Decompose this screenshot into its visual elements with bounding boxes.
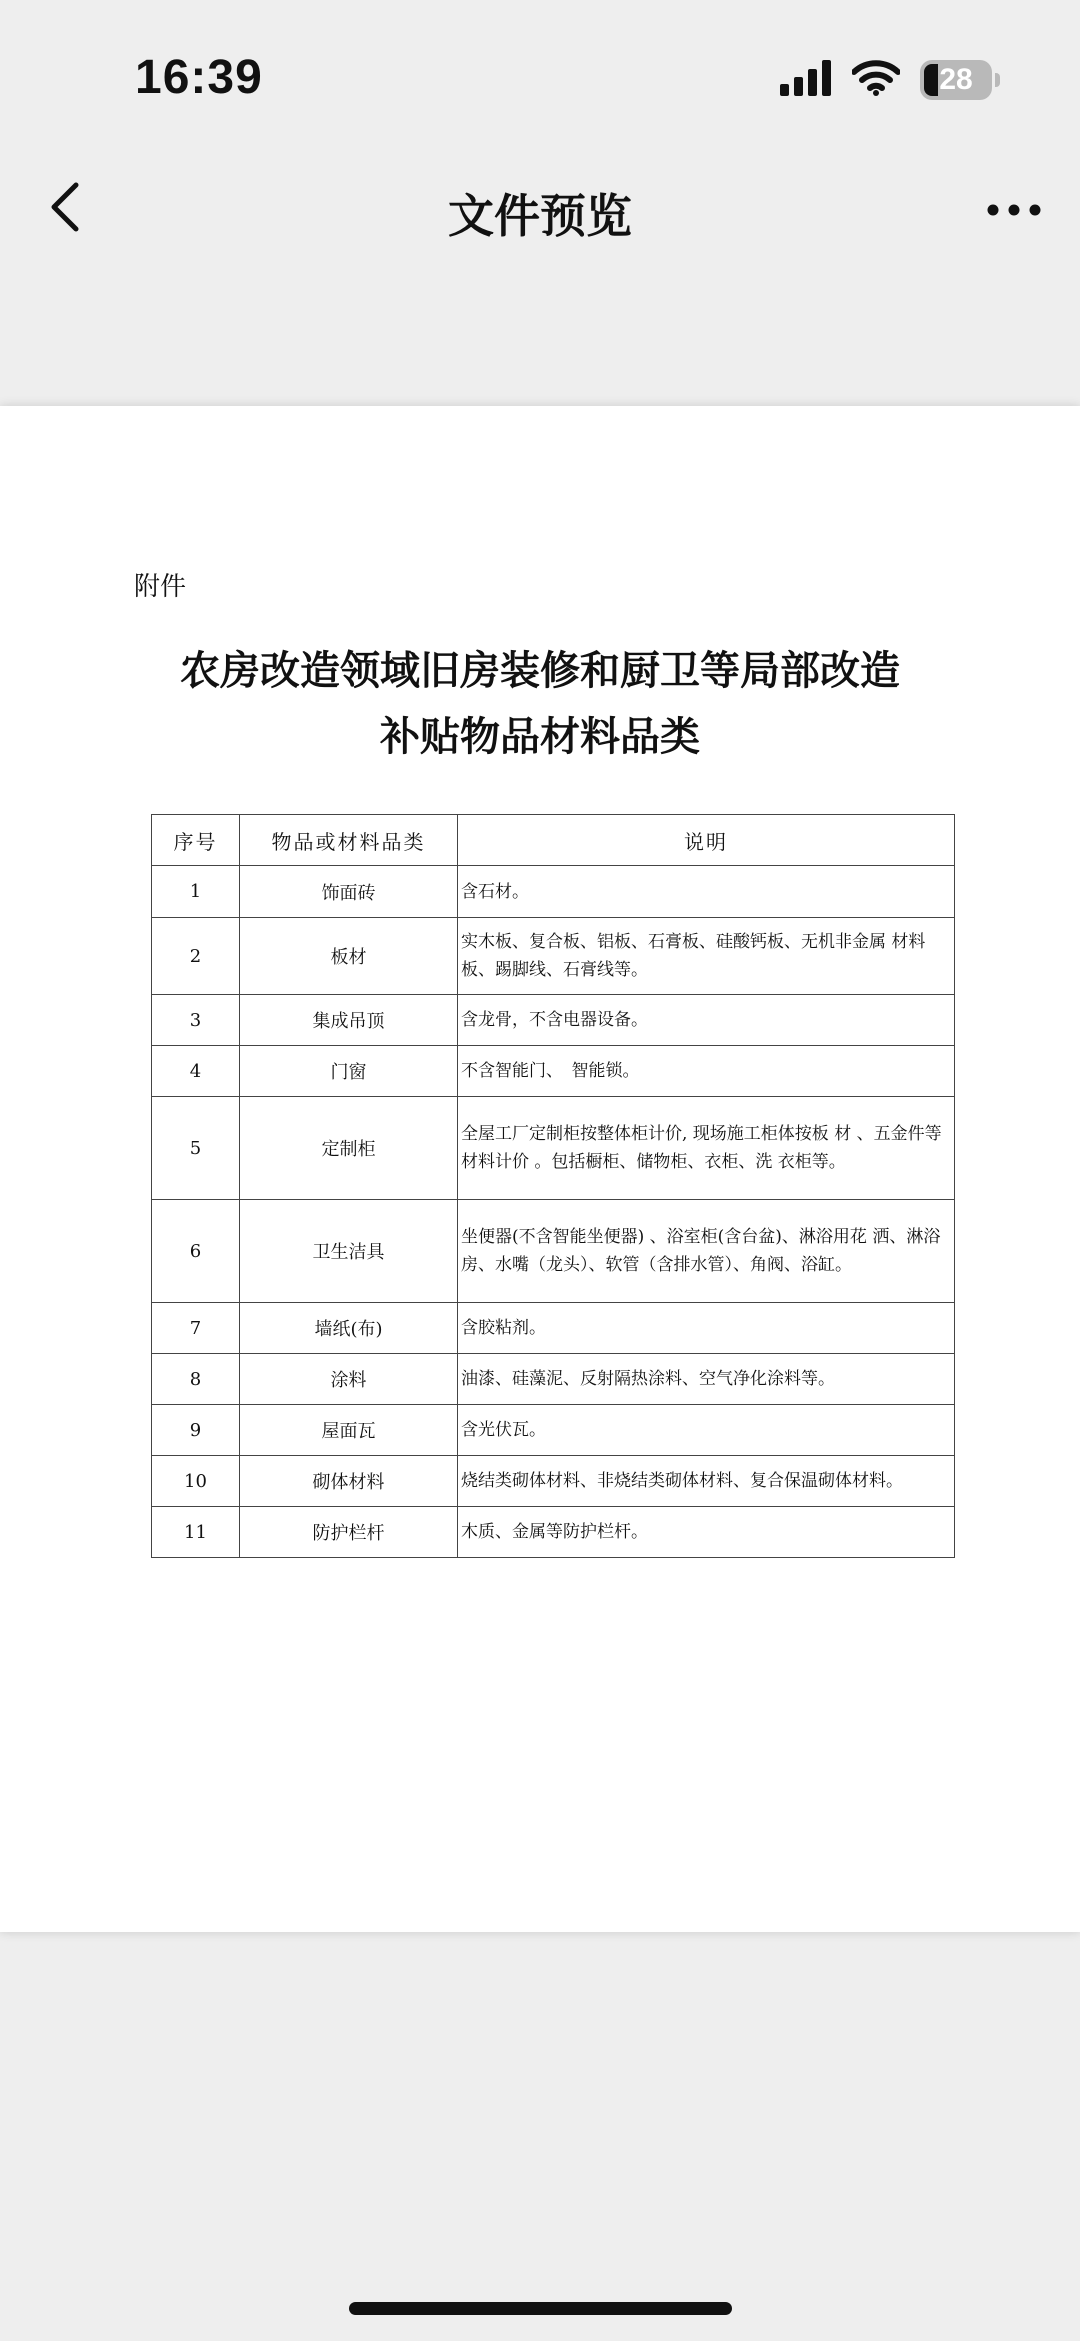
table-row [152, 1200, 955, 1303]
document-title-line2: 补贴物品材料品类 [380, 713, 700, 760]
attachment-label: 附件 [134, 572, 187, 602]
header-category: 物品或材料品类 [240, 815, 458, 866]
row-num: 6 [152, 1200, 240, 1303]
table-row [152, 1405, 955, 1456]
table-row [152, 1046, 955, 1097]
table-row [152, 1097, 955, 1200]
row-desc: 含光伏瓦。 [458, 1405, 955, 1456]
nav-bar [0, 150, 1080, 270]
row-num: 11 [152, 1507, 240, 1558]
page-title: 文件预览 [448, 189, 632, 243]
row-num: 7 [152, 1303, 240, 1354]
row-category: 门窗 [240, 1046, 458, 1097]
row-desc: 含石材。 [458, 866, 955, 918]
table-header-row [152, 815, 955, 866]
row-category: 卫生洁具 [240, 1200, 458, 1303]
row-num: 1 [152, 866, 240, 918]
row-num: 2 [152, 918, 240, 995]
row-category: 防护栏杆 [240, 1507, 458, 1558]
row-category: 饰面砖 [240, 866, 458, 918]
table-row [152, 995, 955, 1046]
row-category: 板材 [240, 918, 458, 995]
row-num: 5 [152, 1097, 240, 1200]
row-num: 9 [152, 1405, 240, 1456]
material-table [151, 814, 955, 1558]
row-category: 墙纸(布) [240, 1303, 458, 1354]
row-num: 8 [152, 1354, 240, 1405]
row-desc: 含胶粘剂。 [458, 1303, 955, 1354]
row-desc: 含龙骨，不含电器设备。 [458, 995, 955, 1046]
header-num: 序号 [152, 815, 240, 866]
document-page[interactable] [0, 406, 1080, 1932]
status-time: 16:39 [135, 51, 263, 104]
wifi-icon [852, 60, 900, 100]
row-num: 4 [152, 1046, 240, 1097]
row-desc: 坐便器(不含智能坐便器) 、浴室柜(含台盆)、淋浴用花 洒、淋浴房、水嘴（龙头）、软管（含排水管）、角阀、浴缸。 [458, 1200, 955, 1303]
battery-icon [920, 60, 992, 100]
status-icons [780, 58, 992, 102]
row-category: 涂料 [240, 1354, 458, 1405]
header-desc: 说明 [458, 815, 955, 866]
row-desc: 实木板、复合板、铝板、石膏板、硅酸钙板、无机非金属 材料板、踢脚线、石膏线等。 [458, 918, 955, 995]
table-row [152, 918, 955, 995]
status-bar [0, 0, 1080, 150]
signal-icon [780, 60, 832, 100]
more-dots-icon [986, 202, 1042, 221]
row-desc: 烧结类砌体材料、非烧结类砌体材料、复合保温砌体材料。 [458, 1456, 955, 1507]
table-row [152, 1303, 955, 1354]
table-row [152, 1507, 955, 1558]
row-desc: 油漆、硅藻泥、反射隔热涂料、空气净化涂料等。 [458, 1354, 955, 1405]
table-row [152, 866, 955, 918]
row-category: 集成吊顶 [240, 995, 458, 1046]
row-category: 砌体材料 [240, 1456, 458, 1507]
home-indicator[interactable] [349, 2302, 732, 2315]
table-row [152, 1354, 955, 1405]
row-desc: 全屋工厂定制柜按整体柜计价, 现场施工柜体按板 材 、五金件等材料计价 。包括橱柜、储物柜、衣柜、洗 衣柜等。 [458, 1097, 955, 1200]
row-num: 10 [152, 1456, 240, 1507]
more-button[interactable] [974, 176, 1054, 246]
document-title-line1: 农房改造领域旧房装修和厨卫等局部改造 [180, 647, 900, 694]
row-num: 3 [152, 995, 240, 1046]
table-row [152, 1456, 955, 1507]
row-desc: 木质、金属等防护栏杆。 [458, 1507, 955, 1558]
row-desc: 不含智能门、 智能锁。 [458, 1046, 955, 1097]
row-category: 屋面瓦 [240, 1405, 458, 1456]
row-category: 定制柜 [240, 1097, 458, 1200]
battery-level: 28 [939, 63, 973, 96]
document-title [0, 638, 1080, 770]
